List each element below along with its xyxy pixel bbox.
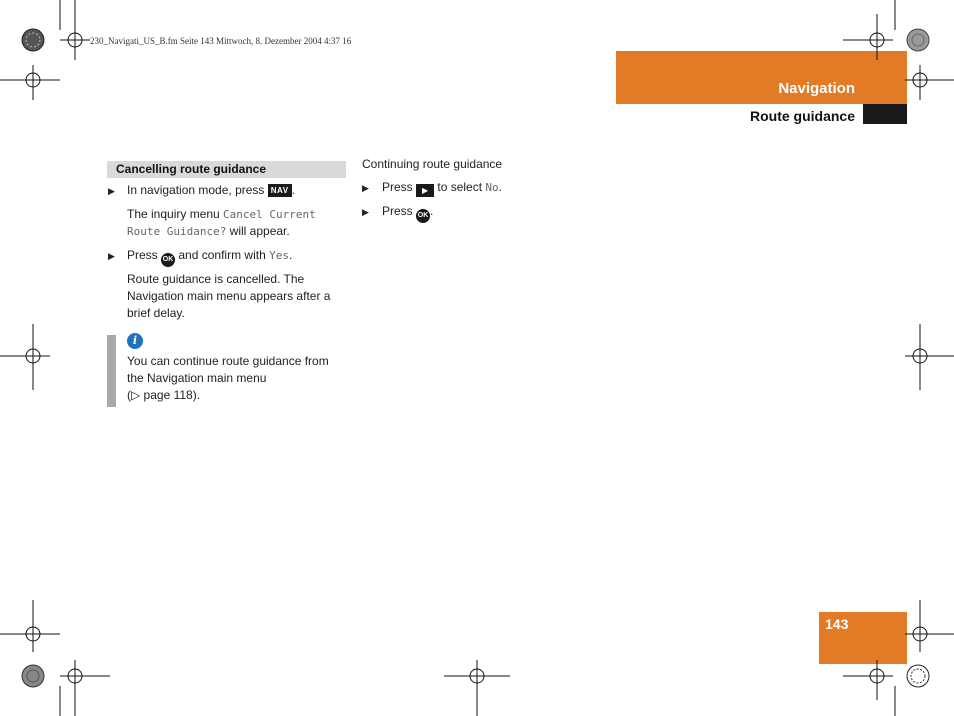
note-line: You can continue route guidance from — [127, 354, 329, 368]
color-target-icon — [22, 29, 44, 51]
step-text: Press — [382, 180, 413, 194]
triangle-bullet-icon: ▶ — [362, 183, 369, 193]
step-end: . — [430, 204, 434, 218]
note-line: the Navigation main menu — [127, 371, 267, 385]
chapter-title: Navigation — [778, 80, 855, 97]
registration-mark-icon — [0, 324, 50, 390]
registration-mark-icon — [0, 65, 60, 100]
triangle-bullet-icon: ▶ — [362, 207, 369, 217]
section-subheading: Route guidance — [749, 108, 855, 124]
registration-mark-icon — [843, 14, 893, 60]
right-arrow-key-icon: ▶ — [416, 184, 434, 197]
step-text: and confirm with — [178, 248, 266, 262]
result-line: Navigation main menu appears after a — [127, 289, 331, 303]
inquiry-text: The inquiry menu — [127, 207, 224, 221]
note-page-reference[interactable]: (▷ page 118). — [127, 388, 201, 402]
inquiry-after: will appear. — [226, 224, 290, 238]
registration-mark-icon — [905, 65, 954, 100]
color-target-icon — [22, 665, 44, 687]
color-target-icon — [907, 29, 929, 51]
step-text: Press — [127, 248, 158, 262]
triangle-bullet-icon: ▶ — [108, 251, 115, 261]
step-text: In navigation mode, press — [127, 183, 265, 197]
page-number: 143 — [825, 616, 849, 632]
ok-key-icon: OK — [416, 209, 430, 223]
registration-mark-icon — [905, 324, 954, 390]
option-no: No — [485, 181, 499, 194]
step-text: Press — [382, 204, 413, 218]
result-line: brief delay. — [127, 306, 185, 320]
registration-mark-icon — [843, 660, 893, 700]
triangle-bullet-icon: ▶ — [108, 186, 115, 196]
result-line: Route guidance is cancelled. The — [127, 272, 305, 286]
print-job-line: 230_Navigati_US_B.fm Seite 143 Mittwoch, 8. Dezember 2004 4:37 16 — [90, 36, 352, 46]
registration-mark-icon — [60, 660, 110, 716]
menu-prompt-cont: Route Guidance? — [127, 225, 227, 238]
step-end: . — [288, 248, 293, 262]
registration-mark-icon — [905, 600, 954, 652]
registration-mark-icon — [0, 600, 60, 652]
right-heading: Continuing route guidance — [362, 157, 503, 171]
nav-key-icon: NAV — [268, 184, 292, 197]
step-end: . — [291, 183, 295, 197]
registration-mark-icon — [444, 660, 510, 716]
registration-mark-icon — [60, 0, 90, 60]
color-target-icon — [907, 665, 929, 687]
menu-prompt: Cancel Current — [223, 208, 316, 221]
step-end: . — [498, 180, 503, 194]
option-yes: Yes — [269, 249, 289, 262]
step-text: to select — [437, 180, 483, 194]
info-icon: i — [127, 333, 143, 349]
ok-key-icon: OK — [161, 253, 175, 267]
section-title: Cancelling route guidance — [116, 162, 267, 176]
